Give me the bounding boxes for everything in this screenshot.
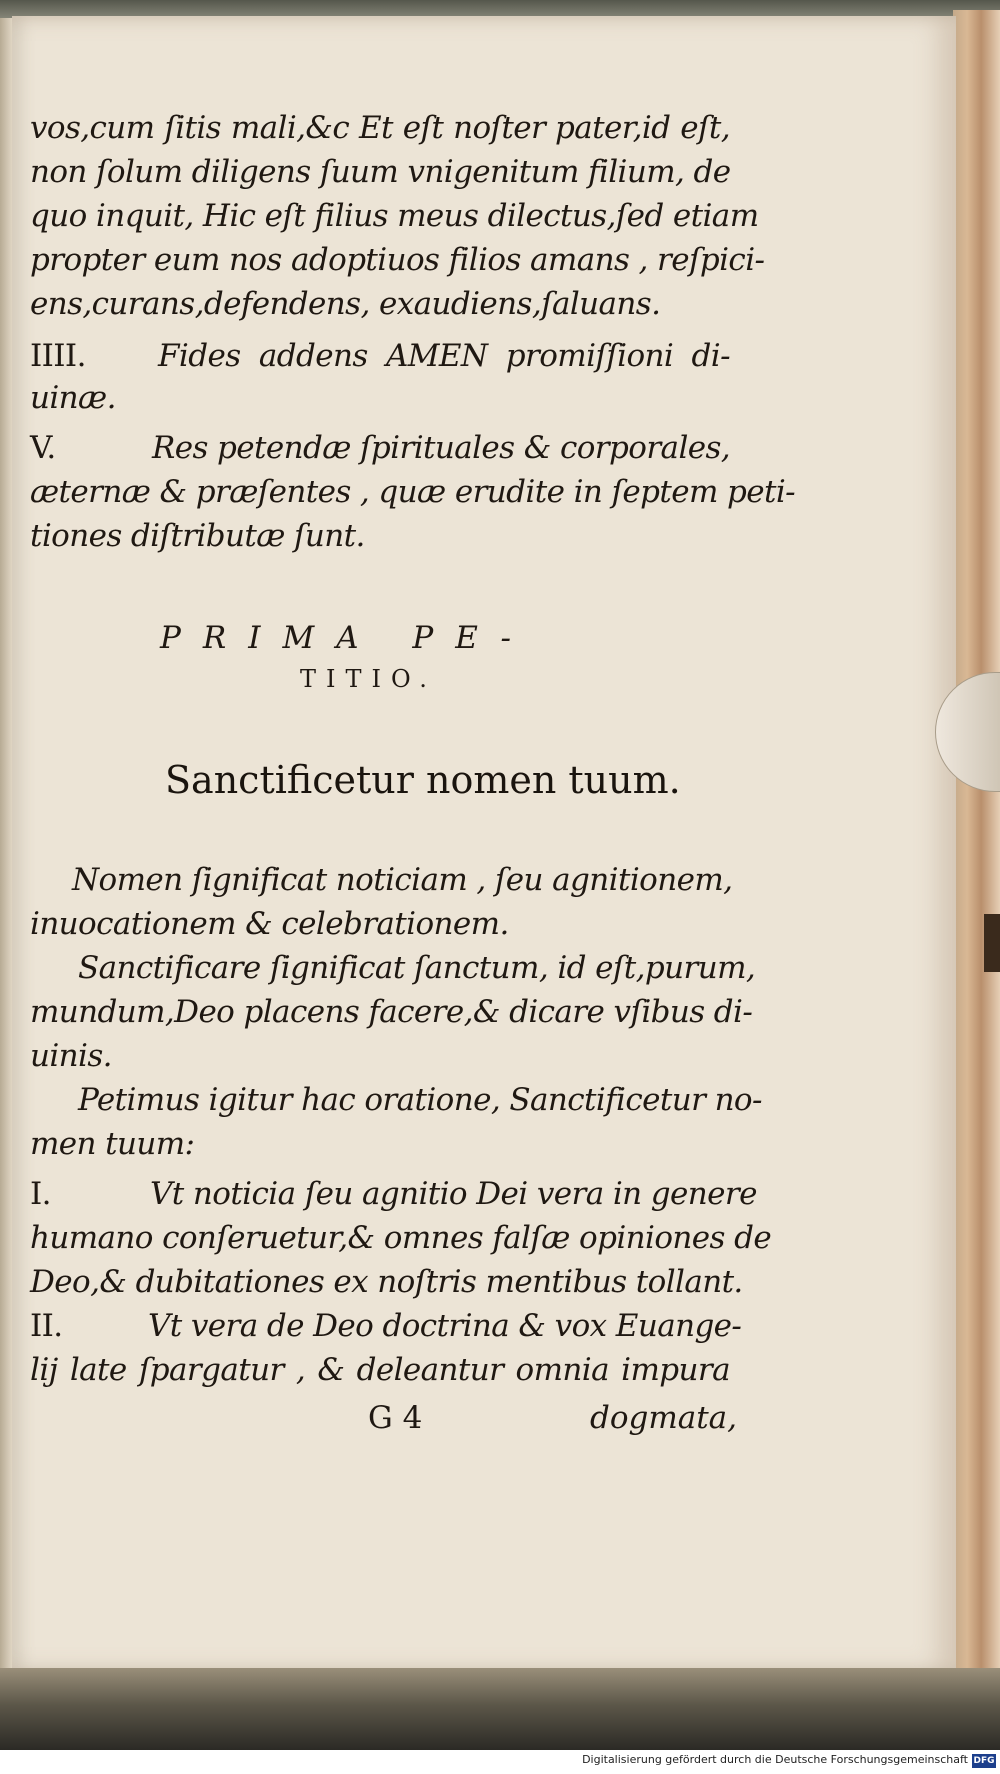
item-text: Vt noticia ſeu agnitio Dei vera in genere (150, 1176, 757, 1212)
text-line: Petimus igitur hac oratione, Sanctificetur no- (78, 1082, 762, 1118)
text-line: non ſolum diligens ſuum vnigenitum filium, de (30, 154, 731, 190)
text-line: Sanctificare ſignificat ſanctum, id eſt,purum, (78, 950, 756, 986)
text-line: propter eum nos adoptiuos filios amans , reſpici- (30, 242, 765, 278)
item-text: Res petendæ ſpirituales & corporales, (152, 430, 731, 466)
text-line: inuocationem & celebrationem. (30, 906, 509, 942)
text-line: humano conſeruetur,& omnes falſæ opiniones de (30, 1220, 772, 1256)
text-line: vos,cum ſitis mali,&c Et eſt noſter pater,id eſt, (30, 110, 730, 146)
text-line: uinis. (30, 1038, 112, 1074)
section-heading-cont: TITIO. (300, 665, 437, 693)
text-line: men tuum: (30, 1126, 195, 1162)
dfg-logo: DFG (973, 1756, 995, 1766)
item-number: II. (30, 1308, 63, 1344)
text-line: ens,curans,defendens, exaudiens,ſaluans. (30, 286, 661, 322)
item-text: Fides addens AMEN promiſſioni di- (158, 338, 730, 374)
item-number: V. (30, 430, 56, 466)
catchword: dogmata, (590, 1400, 738, 1436)
scan-bottom-edge (0, 1668, 1000, 1750)
text-line: tiones diſtributæ ſunt. (30, 518, 365, 554)
text-line: Nomen ſignificat noticiam , ſeu agnitionem, (72, 862, 733, 898)
section-heading: PRIMA PE- (160, 620, 533, 656)
item-number: I. (30, 1176, 51, 1212)
text-line: lij late ſpargatur , & deleantur omnia impura (30, 1352, 730, 1388)
signature-mark: G 4 (368, 1400, 423, 1436)
text-line: uinæ. (30, 380, 116, 416)
text-line: mundum,Deo placens facere,& dicare vſibus di- (30, 994, 753, 1030)
digitization-credit: Digitalisierung gefördert durch die Deutsche Forschungsgemeinschaft (582, 1753, 968, 1766)
item-text: Vt vera de Deo doctrina & vox Euange- (148, 1308, 742, 1344)
item-number: IIII. (30, 338, 86, 374)
petition-title: Sanctificetur nomen tuum. (165, 758, 681, 802)
text-line: quo inquit, Hic eſt filius meus dilectus,ſed etiam (30, 198, 759, 234)
text-line: Deo,& dubitationes ex noſtris mentibus tollant. (30, 1264, 743, 1300)
text-line: æternæ & præſentes , quæ erudite in ſeptem peti- (30, 474, 796, 510)
